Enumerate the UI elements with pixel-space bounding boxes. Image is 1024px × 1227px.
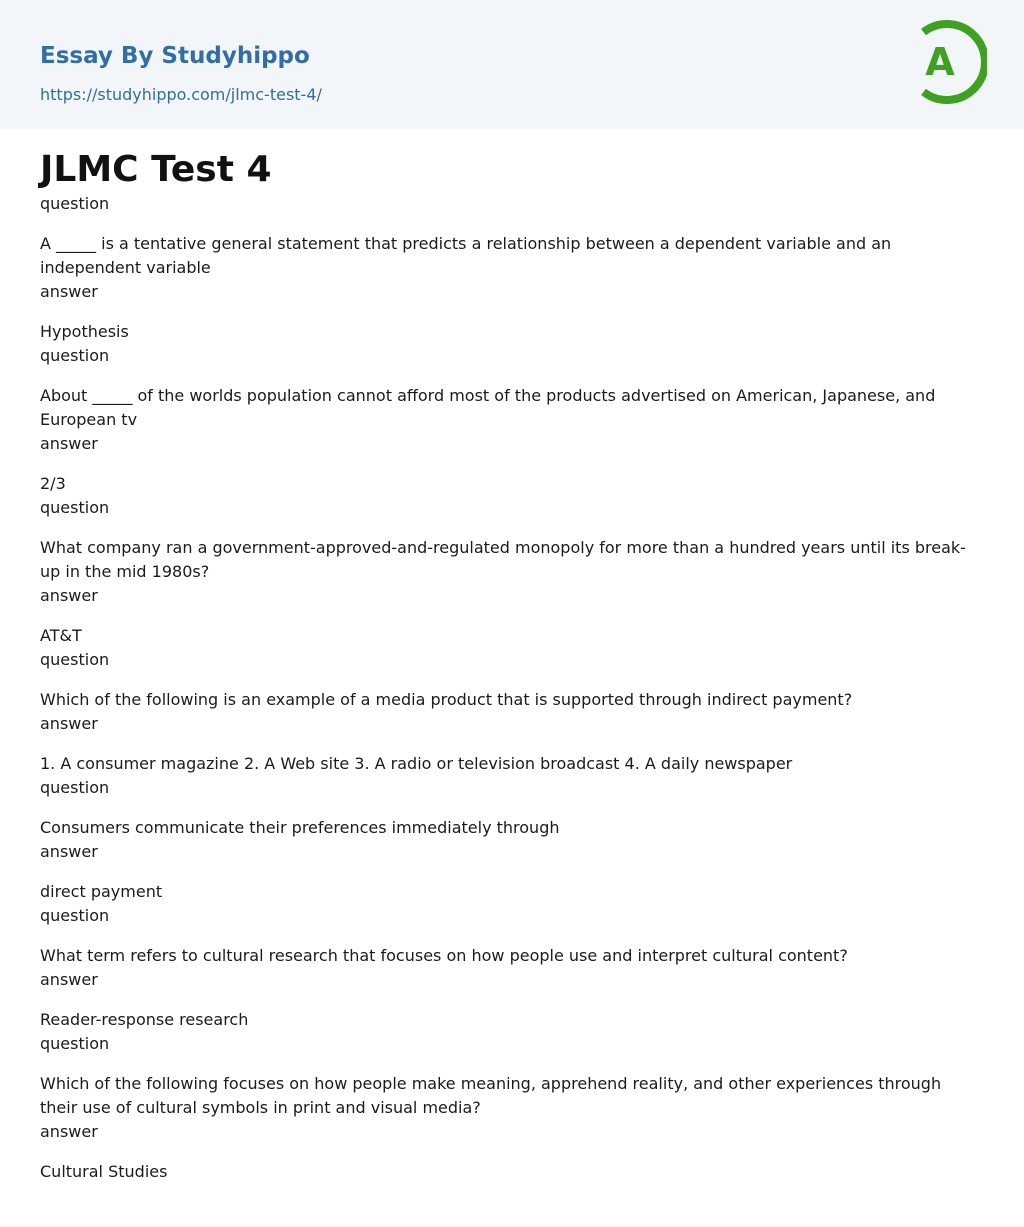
qa-item — [40, 192, 984, 344]
qa-item — [40, 776, 984, 904]
question-text: Which of the following focuses on how people make meaning, apprehend reality, and other experiences through their use of cultural symbols in print and visual media? — [40, 1074, 942, 1117]
qa-item — [40, 496, 984, 648]
answer-text: 2/3 — [40, 474, 66, 493]
question-label: question — [40, 778, 110, 797]
question-text: About _____ of the worlds population cannot afford most of the products advertised on American, Japanese, and European tv — [40, 386, 936, 429]
question-text: Which of the following is an example of a media product that is supported through indirect payment? — [40, 690, 853, 709]
studyhippo-logo-icon[interactable] — [913, 18, 987, 106]
qa-item — [40, 904, 984, 1032]
question-label: question — [40, 650, 110, 669]
question-text: What company ran a government-approved-and-regulated monopoly for more than a hundred years until its break-up in the mid 1980s? — [40, 538, 966, 581]
qa-list — [40, 192, 984, 1184]
answer-label: answer — [40, 842, 98, 861]
answer-label: answer — [40, 970, 98, 989]
site-header — [0, 0, 1024, 129]
answer-text: Hypothesis — [40, 322, 129, 341]
question-label: question — [40, 498, 110, 517]
question-text: Consumers communicate their preferences immediately through — [40, 818, 560, 837]
question-label: question — [40, 194, 110, 213]
question-text: A _____ is a tentative general statement that predicts a relationship between a dependent variable and an independent variable — [40, 234, 892, 277]
page-url-link[interactable]: https://studyhippo.com/jlmc-test-4/ — [40, 85, 322, 104]
main-content — [0, 129, 1024, 1184]
answer-text: Cultural Studies — [40, 1162, 168, 1181]
site-brand[interactable]: Essay By Studyhippo — [40, 43, 310, 69]
question-label: question — [40, 1034, 110, 1053]
page-title: JLMC Test 4 — [40, 149, 272, 190]
answer-text: 1. A consumer magazine 2. A Web site 3. A radio or television broadcast 4. A daily newspaper — [40, 754, 793, 773]
question-label: question — [40, 906, 110, 925]
answer-text: direct payment — [40, 882, 163, 901]
question-text: What term refers to cultural research that focuses on how people use and interpret cultural content? — [40, 946, 848, 965]
qa-item — [40, 344, 984, 496]
answer-label: answer — [40, 434, 98, 453]
logo-letter: A — [925, 40, 955, 84]
answer-label: answer — [40, 1122, 98, 1141]
answer-label: answer — [40, 714, 98, 733]
answer-label: answer — [40, 282, 98, 301]
question-label: question — [40, 346, 110, 365]
qa-item — [40, 1032, 984, 1184]
answer-text: Reader-response research — [40, 1010, 249, 1029]
qa-item — [40, 648, 984, 776]
answer-text: AT&T — [40, 626, 82, 645]
answer-label: answer — [40, 586, 98, 605]
